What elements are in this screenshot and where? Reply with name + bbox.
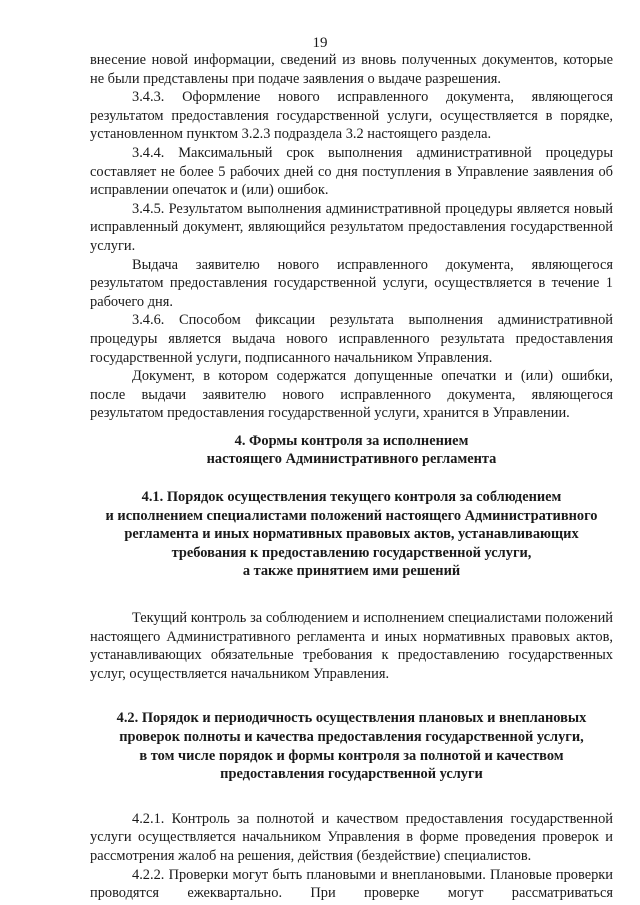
paragraph-3-4-6: 3.4.6. Способом фиксации результата выполнения административной процедуры является выдача нового исправленного результата предоставления государственной услуги, подписанного начальником Управления.: [90, 312, 613, 366]
paragraph-4-2-1: 4.2.1. Контроль за полнотой и качеством предоставления государственной услуги осуществляется начальником Управления в форме проведения проверок и рассмотрения жалоб на решения, действия (бездействие) специалистов.: [90, 810, 613, 864]
paragraph-issuance: Выдача заявителю нового исправленного документа, являющегося результатом предоставления государственной услуги, осуществляется в течение 1 рабочего дня.: [90, 256, 613, 310]
page-number: 19: [312, 35, 328, 51]
heading-line: а также принятием ими решений: [242, 563, 461, 580]
paragraph-4-2-2: 4.2.2. Проверки могут быть плановыми и внеплановыми. Плановые проверки проводятся ежеквартально. При проверке могут рассматриваться: [90, 866, 613, 902]
paragraph-3-4-3: 3.4.3. Оформление нового исправленного документа, являющегося результатом предоставления государственной услуги, осуществляется в порядке, установленном пунктом 3.2.3 подраздела 3.2 настоящего раздела.: [90, 89, 613, 143]
subsection-4-1-heading: [90, 488, 613, 581]
heading-line: требования к предоставлению государственной услуги,: [171, 544, 532, 561]
heading-line: проверок полноты и качества предоставления государственной услуги,: [119, 729, 584, 745]
heading-line: в том числе порядок и формы контроля за полнотой и качеством: [139, 747, 564, 764]
heading-line: 4.2. Порядок и периодичность осуществления плановых и внеплановых: [116, 710, 587, 727]
section-4-heading: [90, 432, 613, 469]
paragraph-3-4-5: 3.4.5. Результатом выполнения административной процедуры является новый исправленный документ, являющийся результатом предоставления государственной услуги.: [90, 200, 613, 254]
heading-line: регламента и иных нормативных правовых актов, устанавливающих: [124, 526, 579, 543]
heading-line: настоящего Административного регламента: [206, 451, 497, 468]
heading-line: и исполнением специалистами положений настоящего Административного: [105, 507, 598, 524]
paragraph-3-4-4: 3.4.4. Максимальный срок выполнения административной процедуры составляет не более 5 рабочих дней со дня поступления в Управление заявления об исправлении опечаток и (или) ошибок.: [90, 144, 613, 199]
heading-line: 4.1. Порядок осуществления текущего контроля за соблюдением: [141, 489, 562, 506]
paragraph-document-storage: Документ, в котором содержатся допущенные опечатки и (или) ошибки, после выдачи заявителю нового исправленного документа, являющегося результатом предоставления государственной услуги, хранится в Управлении.: [90, 368, 613, 422]
subsection-4-2-heading: [90, 709, 613, 783]
document-body: [90, 51, 613, 903]
heading-line: предоставления государственной услуги: [220, 766, 483, 783]
paragraph-current-control: Текущий контроль за соблюдением и исполнением специалистами положений настоящего Административного регламента и иных нормативных правовых актов, устанавливающих обязательные требования к предоставлению государственных услуг, осуществляется начальником Управления.: [90, 610, 613, 682]
paragraph: внесение новой информации, сведений из вновь полученных документов, которые не были представлены при подаче заявления о выдаче разрешения.: [90, 52, 613, 87]
heading-line: 4. Формы контроля за исполнением: [234, 432, 469, 449]
